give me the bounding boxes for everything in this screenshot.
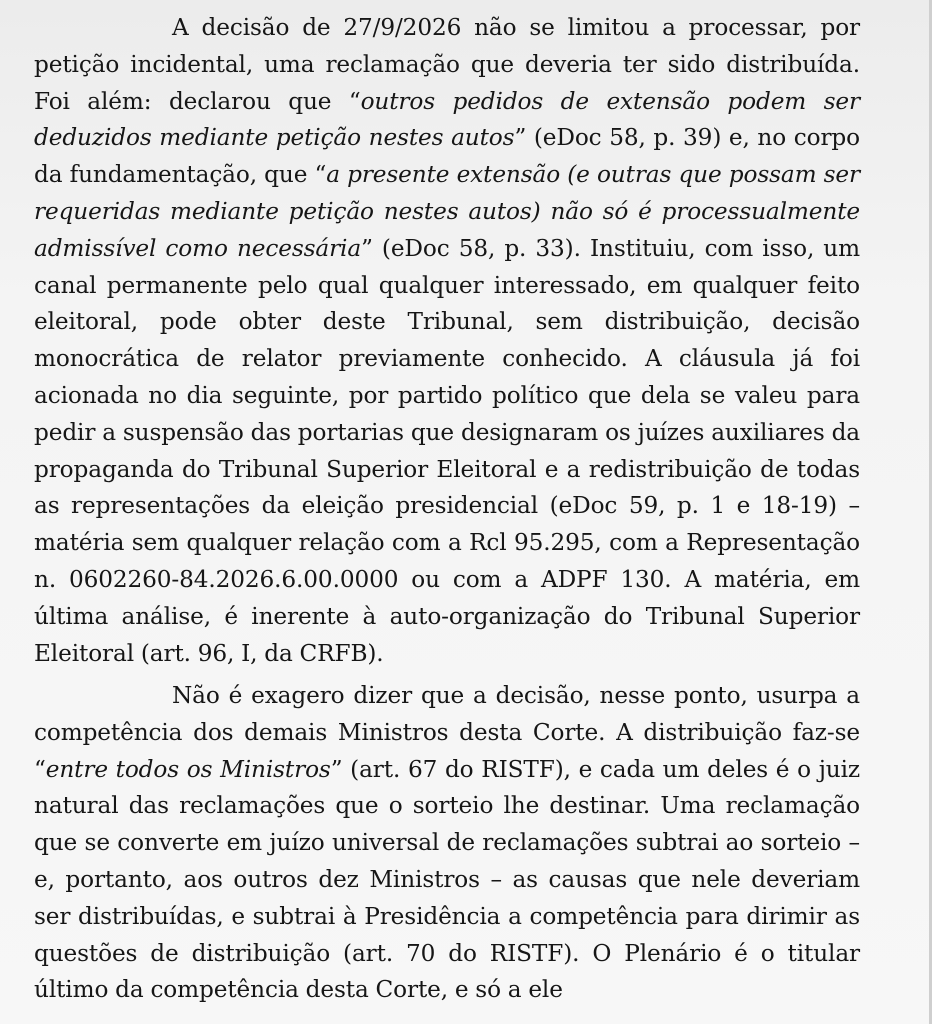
paragraph-1-text-1: A decisão de 27/9/2026 não se limitou a processar, por petição incidental, uma reclamação que deveria ter sido distribuída. Foi além: declarou que “: [34, 14, 860, 115]
paragraph-1-text-2: ” (eDoc 58, p. 39) e, no corpo da fundamentação, que “: [34, 124, 860, 189]
paragraph-1-quote-2: a presente extensão (e outras que possam ser requeridas mediante petição nestes autos) não só é processualmente admissível como necessária: [34, 161, 860, 262]
paragraph-1-quote-1: outros pedidos de extensão podem ser deduzidos mediante petição nestes autos: [34, 87, 860, 152]
paragraph-1-text-3: ” (eDoc 58, p. 33). Instituiu, com isso, um canal permanente pelo qual qualquer interessado, em qualquer feito eleitoral, pode obter deste Tribunal, sem distribuição, decisão monocrática de relator previamente conhecido. A cláusula já foi acionada no dia seguinte, por partido político que dela se valeu para pedir a suspensão das portarias que designaram os juízes auxiliares da propaganda do Tribunal Superior Eleitoral e a redistribuição de todas as representações da eleição presidencial (eDoc 59, p. 1 e 18-19) – matéria sem qualquer relação com a Rcl 95.295, com a Representação n. 0602260-84.2026.6.00.0000 ou com a ADPF 130. A matéria, em última análise, é inerente à auto-organização do Tribunal Superior Eleitoral (art. 96, I, da CRFB).: [34, 234, 860, 667]
paragraph-2-text-2: ” (art. 67 do RISTF), e cada um deles é o juiz natural das reclamações que o sorteio lhe destinar. Uma reclamação que se converte em juízo universal de reclamações subtrai ao sorteio – e, portanto, aos outros dez Ministros – as causas que nele deveriam ser distribuídas, e subtrai à Presidência a competência para dirimir as questões de distribuição (art. 70 do RISTF). O Plenário é o titular último da competência desta Corte, e só a ele: [34, 755, 860, 1004]
paragraph-usurpation: [34, 678, 860, 1009]
paragraph-decision-extension: [34, 10, 860, 672]
paragraph-2-text-1: Não é exagero dizer que a decisão, nesse ponto, usurpa a competência dos demais Ministros desta Corte. A distribuição faz-se “: [34, 682, 860, 783]
paragraph-2-quote-1: entre todos os Ministros: [45, 755, 331, 783]
